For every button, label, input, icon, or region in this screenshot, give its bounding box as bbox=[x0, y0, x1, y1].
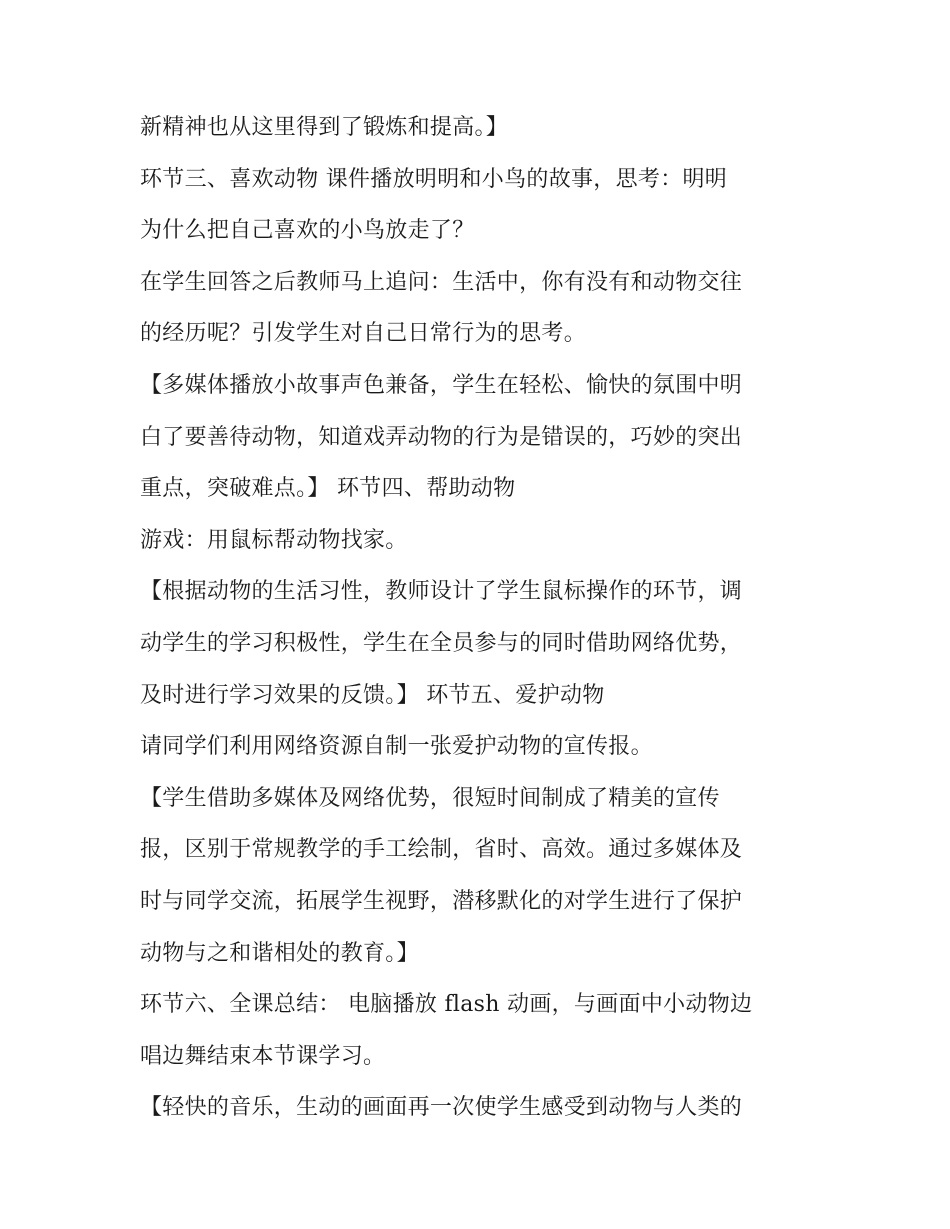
text-line: 【多媒体播放小故事声色兼备，学生在轻松、愉快的氛围中明 bbox=[140, 372, 743, 398]
document-body bbox=[140, 107, 820, 1139]
text-line: 时与同学交流，拓展学生视野，潜移默化的对学生进行了保护 bbox=[140, 888, 743, 914]
text-line: 游戏：用鼠标帮动物找家。 bbox=[140, 527, 408, 553]
text-line: 重点，突破难点。】 环节四、帮助动物 bbox=[140, 476, 516, 502]
text-line: 【学生借助多媒体及网络优势，很短时间制成了精美的宣传 bbox=[140, 785, 720, 811]
text-line: 的经历呢？引发学生对自己日常行为的思考。 bbox=[140, 321, 587, 347]
text-line: 在学生回答之后教师马上追问：生活中，你有没有和动物交往 bbox=[140, 269, 743, 295]
text-line: 为什么把自己喜欢的小鸟放走了？ bbox=[140, 218, 475, 244]
text-line: 唱边舞结束本节课学习。 bbox=[140, 1043, 386, 1069]
text-line: 白了要善待动物，知道戏弄动物的行为是错误的，巧妙的突出 bbox=[140, 424, 743, 450]
text-line: 环节三、喜欢动物 课件播放明明和小鸟的故事，思考：明明 bbox=[140, 166, 728, 192]
text-line: 及时进行学习效果的反馈。】 环节五、爱护动物 bbox=[140, 682, 605, 708]
text-line: 报，区别于常规教学的手工绘制，省时、高效。通过多媒体及 bbox=[140, 837, 743, 863]
text-line: 请同学们利用网络资源自制一张爱护动物的宣传报。 bbox=[140, 734, 653, 760]
text-line: 【根据动物的生活习性，教师设计了学生鼠标操作的环节，调 bbox=[140, 579, 743, 605]
text-line: 动学生的学习积极性，学生在全员参与的同时借助网络优势， bbox=[140, 630, 743, 656]
text-line: 新精神也从这里得到了锻炼和提高。】 bbox=[140, 115, 509, 140]
text-line: 【轻快的音乐，生动的画面再一次使学生感受到动物与人类的 bbox=[140, 1095, 743, 1121]
text-line: 环节六、全课总结： 电脑播放 flash 动画，与画面中小动物边 bbox=[140, 992, 753, 1018]
text-line: 动物与之和谐相处的教育。】 bbox=[140, 940, 419, 966]
